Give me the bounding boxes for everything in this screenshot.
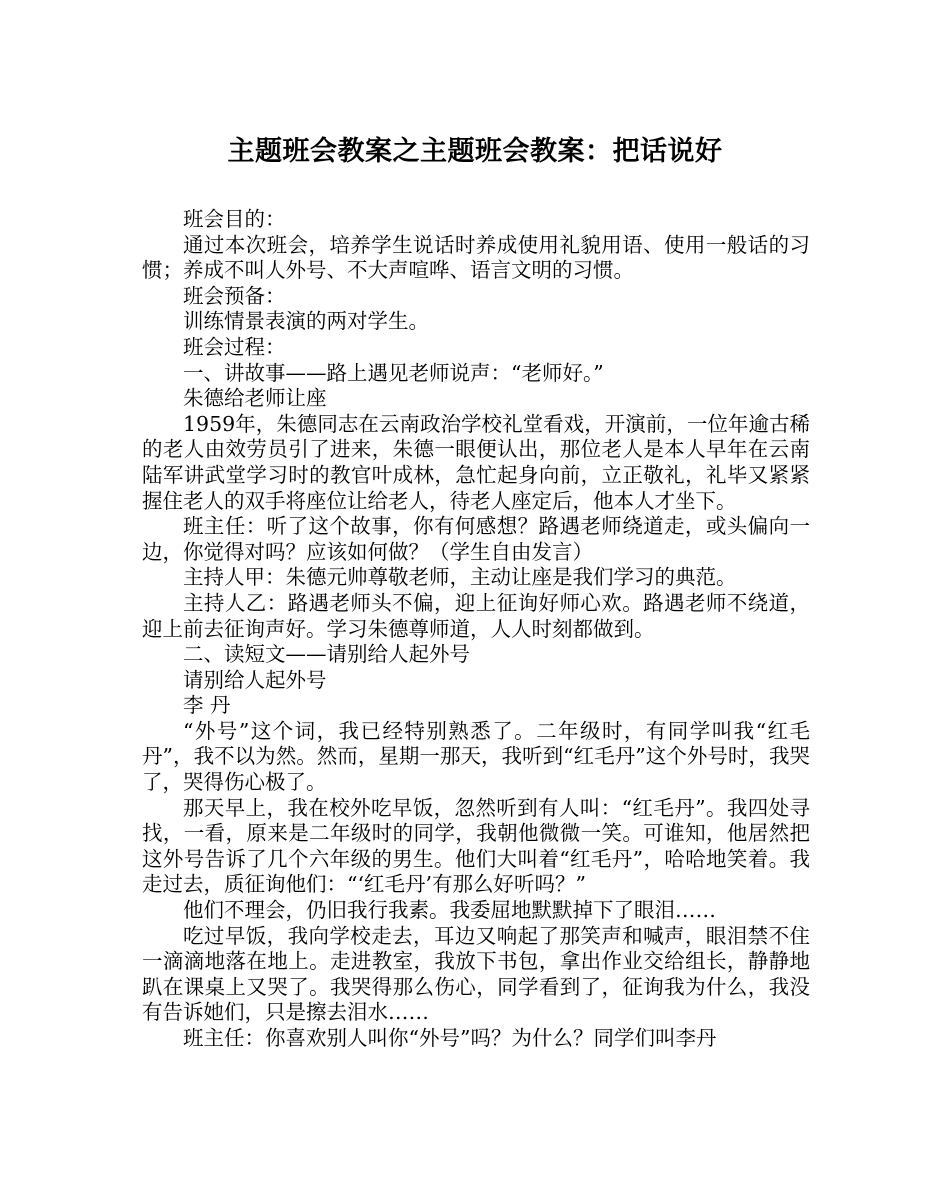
paragraph: 他们不理会，仍旧我行我素。我委屈地默默掉下了眼泪…… [183, 898, 716, 923]
paragraph: 主持人乙：路遇老师头不偏，迎上征询好师心欢。路遇老师不绕道，迎上前去征询声好。学习朱德尊师道，人人时刻都做到。 [142, 590, 810, 641]
story-author: 李 丹 [183, 693, 231, 718]
paragraph: 通过本次班会，培养学生说话时养成使用礼貌用语、使用一般话的习惯；养成不叫人外号、不大声喧哗、语言文明的习惯。 [142, 232, 810, 283]
section-heading: 二、读短文——请别给人起外号 [183, 642, 470, 667]
story-title: 朱德给老师让座 [183, 386, 327, 411]
section-heading: 一、讲故事——路上遇见老师说声：“老师好。” [183, 360, 604, 385]
paragraph: 班主任：听了这个故事，你有何感想？路遇老师绕道走，或头偏向一边，你觉得对吗？应该如何做？（学生自由发言） [142, 514, 810, 564]
document-body [142, 207, 810, 1052]
paragraph: 吃过早饭，我向学校走去，耳边又响起了那笑声和喊声，眼泪禁不住一滴滴地落在地上。走进教室，我放下书包，拿出作业交给组长，静静地趴在课桌上又哭了。我哭得那么伤心，同学看到了，征询我为什么，我没有告诉她们，只是擦去泪水…… [142, 923, 810, 1025]
paragraph: 训练情景表演的两对学生。 [183, 309, 429, 334]
story-title: 请别给人起外号 [183, 667, 327, 692]
paragraph: 主持人甲：朱德元帅尊敬老师，主动让座是我们学习的典范。 [183, 565, 737, 590]
paragraph: 班会过程： [183, 334, 286, 359]
paragraph: 班主任：你喜欢别人叫你“外号”吗？为什么？同学们叫李丹 [183, 1026, 717, 1050]
document-title: 主题班会教案之主题班会教案：把话说好 [227, 136, 723, 167]
paragraph: 1959年，朱德同志在云南政治学校礼堂看戏，开演前，一位年逾古稀的老人由效劳员引了进来，朱德一眼便认出，那位老人是本人早年在云南陆军讲武堂学习时的教官叶成林，急忙起身向前，立正敬礼，礼毕又紧紧握住老人的双手将座位让给老人，待老人座定后，他本人才坐下。 [142, 411, 810, 513]
paragraph: “外号”这个词，我已经特别熟悉了。二年级时，有同学叫我“红毛丹”，我不以为然。然而，星期一那天，我听到“红毛丹”这个外号时，我哭了，哭得伤心极了。 [142, 718, 810, 795]
paragraph: 班会目的： [183, 207, 286, 231]
paragraph: 班会预备： [183, 283, 286, 308]
paragraph: 那天早上，我在校外吃早饭，忽然听到有人叫：“红毛丹”。我四处寻找，一看，原来是二年级时的同学，我朝他微微一笑。可谁知，他居然把这外号告诉了几个六年级的男生。他们大叫着“红毛丹”，哈哈地笑着。我走过去，质征询他们：“‘红毛丹’有那么好听吗？” [142, 795, 810, 897]
